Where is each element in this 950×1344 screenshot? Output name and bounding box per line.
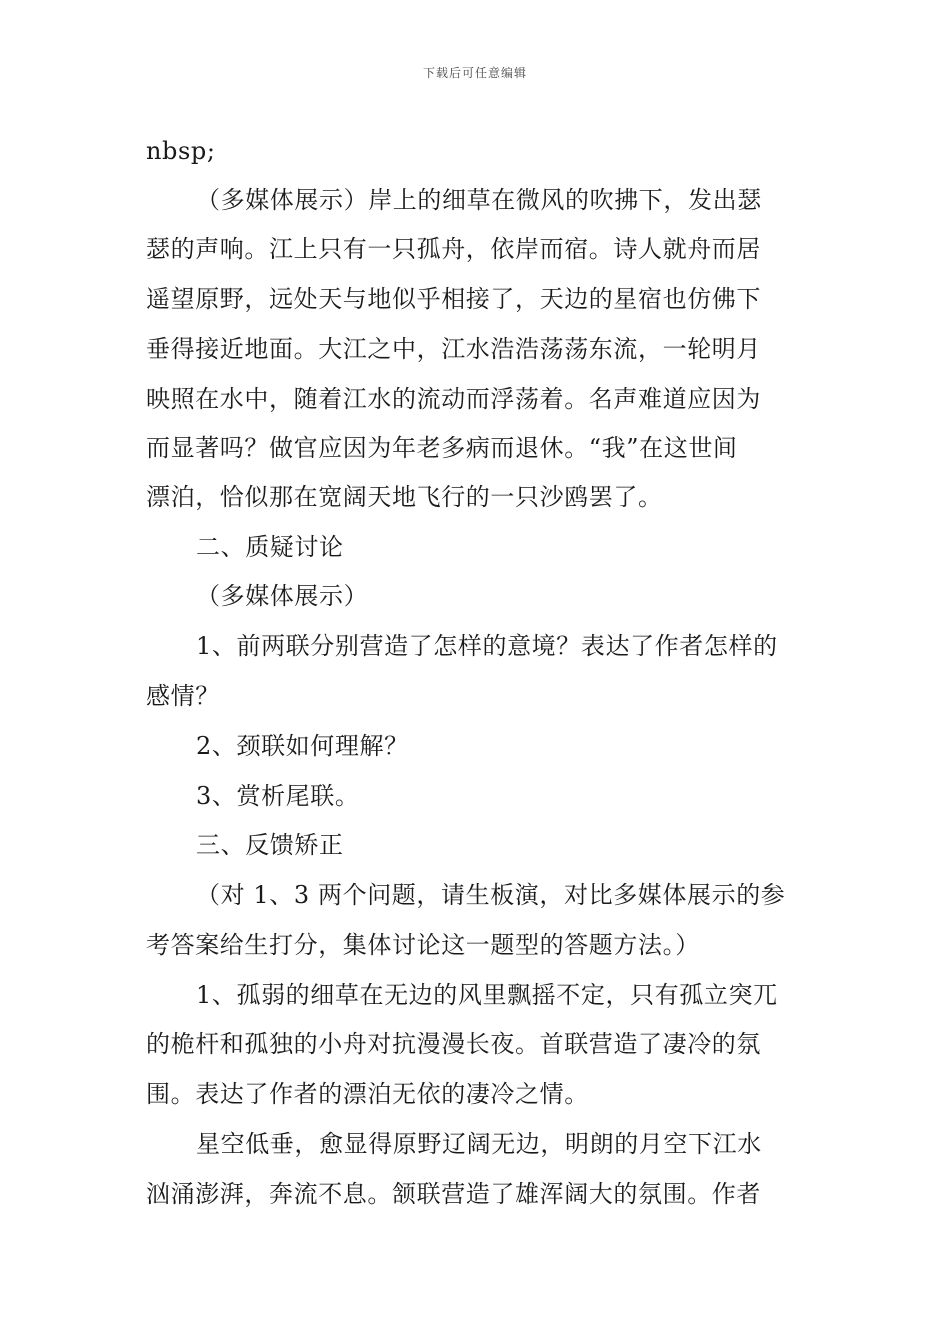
answer-line: 围。表达了作者的漂泊无依的凄冷之情。	[146, 1080, 589, 1108]
paragraph-line: 而显著吗？做官应因为年老多病而退休。“我”在这世间	[146, 434, 738, 462]
paragraph-line: （对 1、3 两个问题，请生板演，对比多媒体展示的参	[196, 881, 786, 909]
paragraph-line: 映照在水中，随着江水的流动而浮荡着。名声难道应因为	[146, 385, 761, 413]
paragraph-line: 瑟的声响。江上只有一只孤舟，依岸而宿。诗人就舟而居	[146, 235, 761, 263]
answer-line: 汹涌澎湃，奔流不息。颔联营造了雄浑阔大的氛围。作者	[146, 1180, 761, 1208]
section-heading: 三、反馈矫正	[196, 831, 344, 859]
page-header: 下载后可任意编辑	[422, 66, 527, 80]
text-line: nbsp;	[146, 137, 216, 165]
paragraph-line: 漂泊，恰似那在宽阔天地飞行的一只沙鸥罢了。	[146, 483, 663, 511]
paragraph-line: （多媒体展示）	[196, 582, 369, 610]
answer-line: 1、孤弱的细草在无边的风里飘摇不定，只有孤立突兀	[196, 981, 778, 1009]
answer-line: 星空低垂，愈显得原野辽阔无边，明朗的月空下江水	[196, 1130, 762, 1158]
section-heading: 二、质疑讨论	[196, 533, 344, 561]
paragraph-line: 垂得接近地面。大江之中，江水浩浩荡荡东流，一轮明月	[146, 335, 761, 363]
question-line: 2、颈联如何理解？	[196, 732, 409, 760]
question-line: 3、赏析尾联。	[196, 782, 360, 810]
answer-line: 的桅杆和孤独的小舟对抗漫漫长夜。首联营造了凄冷的氛	[146, 1030, 761, 1058]
paragraph-line: 遥望原野，远处天与地似乎相接了，天边的星宿也仿佛下	[146, 285, 761, 313]
paragraph-line: （多媒体展示）岸上的细草在微风的吹拂下，发出瑟	[196, 186, 762, 214]
question-line: 感情？	[146, 682, 220, 710]
paragraph-line: 考答案给生打分，集体讨论这一题型的答题方法。）	[146, 931, 700, 959]
question-line: 1、前两联分别营造了怎样的意境？表达了作者怎样的	[196, 632, 778, 660]
